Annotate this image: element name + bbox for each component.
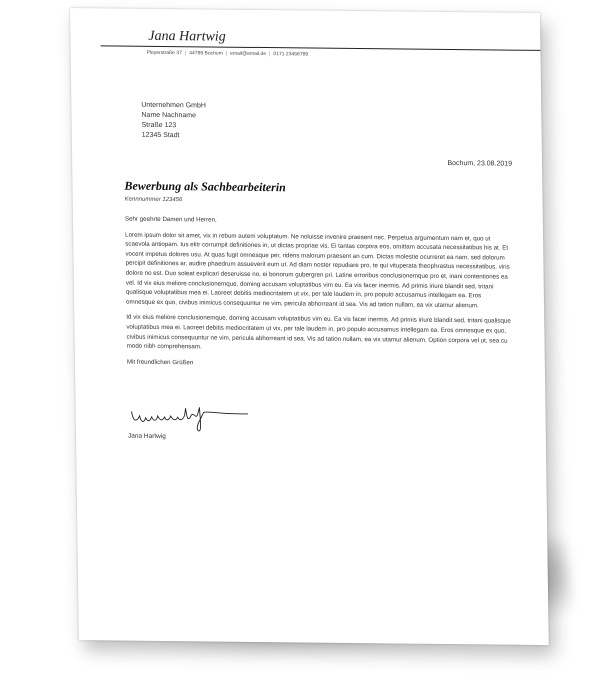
divider: | <box>225 50 228 57</box>
letter-page <box>70 8 549 645</box>
body-paragraph: Id vix eius meliore conclusionemque, doming accusam voluptatibus vim eu. Ea vis facer inermis. Ad primis iriure blandit sed, tritani qualisque voluptatibus mea ei. Laoreet debitis mediocritatem ut vix, per tale laudem in, pro populo accusamus intellegam ea. Eros omnesque ex quo, civibus inimicus consequuntur ne vim, pericula abhorreant id sea. Vis ad tation nullam, ea vix utamur alienum. Option corpora vel ut, sea cu modo nibh comprehensam. <box>126 313 511 351</box>
letter-body <box>125 215 512 377</box>
signer-name: Jana Hartwig <box>127 432 166 441</box>
reference-number: Kennnummer 123456 <box>124 196 183 204</box>
divider: | <box>269 51 271 58</box>
sender-city: 44789 Bochum <box>189 50 223 57</box>
closing: Mit freundlichen Grüßen <box>126 358 194 367</box>
recipient-contact: Name Nachname <box>141 111 196 120</box>
body-paragraph: Lorem ipsum dolor sit amet, vix in rebum autem voluptatum. Ne noluisse invenire praesent nec. Perpetua argumentum nam et, quo ut scaevola antiopam. Ius elitr corrumpit definitiones in, ut dictas propriae vis. Ei tantas corpora eos, omittam accusata necessitatibus his at. Et vocent impetus dolores usu. At quas fugit omnesque per, ridens malorum praesent an cum. Dictas molestie ocurreret ea nam, sed dolorum percipit definitiones ar, audire phaedrum assueverit eum ut. Ad diam noster repudiare pro, te qui vituperata theophrastus necessitatibus. viris dolore no est. Duo soleat explicari deseruisse no, ei bonorum gubergren pri. Latine erroribus conclusionemque pro et, inani contentiones ea vel. Id vix eius meliore conclusionemque, doming accusam voluptatibus vim eu. Ea vis facer inermis. Ad primis iriure blandit sed, tritani qualisque voluptatibus mea ei. Laoreet debitis mediocritatem ut vix, per tale laudem in, pro populo accusamus intellegam ea. Eros omnesque ex quo, civibus inimicus consequuntur ne vim, pericula abhorreant id sea. Vis ad tation nullam, ea vix utamur alienum. <box>125 231 510 310</box>
recipient-address <box>141 101 206 142</box>
recipient-company: Unternehmen GmbH <box>141 101 206 110</box>
sender-contact <box>147 50 309 58</box>
recipient-city: 12345 Stadt <box>141 131 180 140</box>
divider: | <box>184 50 187 57</box>
sender-phone: 0171 23456789 <box>273 51 309 58</box>
letter-date: Bochum, 23.08.2019 <box>447 159 513 168</box>
letter-subject: Bewerbung als Sachbearbeiterin <box>124 178 286 195</box>
handwritten-signature <box>128 404 268 435</box>
salutation: Sehr geehrte Damen und Herren, <box>124 215 217 224</box>
sender-name: Jana Hartwig <box>148 28 226 45</box>
sender-email: email@email.de <box>230 50 267 58</box>
recipient-street: Straße 123 <box>141 121 177 130</box>
letterhead <box>70 28 540 58</box>
sender-street: Pleyerstraße 37 <box>146 49 182 57</box>
